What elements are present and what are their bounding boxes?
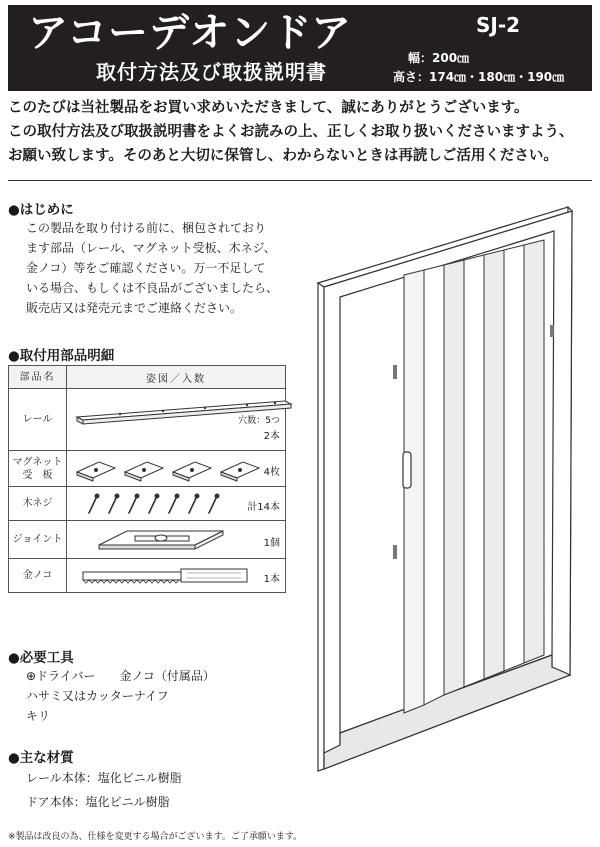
table-row — [9, 389, 286, 451]
table-row — [9, 559, 286, 593]
hacksaw-illustration — [81, 565, 251, 587]
rail-hole-count: 穴数：5つ — [238, 416, 280, 426]
list-item: ⊕ドライバー 金ノコ（付属品） — [26, 669, 215, 683]
table-header-row — [9, 366, 286, 389]
body-line: ます部品（レール、マグネット受板、木ネジ、 — [26, 241, 276, 255]
page-subtitle: 取付方法及び取扱説明書 — [96, 60, 327, 84]
height-spec: 高さ：174㎝・180㎝・190㎝ — [393, 70, 565, 84]
list-item: ハサミ又はカッターナイフ — [26, 689, 169, 703]
divider — [8, 180, 592, 181]
width-spec: 幅：200㎝ — [408, 51, 470, 65]
section-heading-intro: ●はじめに — [8, 202, 74, 218]
magnet-plate-illustration — [75, 456, 265, 482]
section-heading-parts: ●取付用部品明細 — [8, 348, 115, 364]
list-item: ドア本体：塩化ビニル樹脂 — [26, 795, 170, 809]
list-item: レール本体：塩化ビニル樹脂 — [26, 771, 182, 785]
section-heading-materials: ●主な材質 — [8, 750, 74, 766]
part-name: 金ノコ — [9, 559, 67, 593]
parts-table — [8, 365, 286, 593]
part-qty: 2本 — [263, 431, 280, 442]
intro-body — [26, 218, 306, 318]
table-row — [9, 521, 286, 559]
accordion-door-illustration — [314, 205, 594, 775]
page-title: アコーデオンドア — [28, 10, 352, 56]
body-line: 金ノコ）等をご確認ください。万一不足して — [26, 261, 266, 275]
part-name: ジョイント — [9, 521, 67, 559]
materials-list — [26, 766, 182, 814]
part-qty: 1個 — [263, 538, 280, 549]
part-qty: 計14本 — [247, 502, 280, 513]
part-name: 木ネジ — [9, 487, 67, 521]
joint-illustration — [97, 527, 227, 553]
wood-screw-illustration — [85, 491, 235, 517]
part-qty: 4枚 — [263, 467, 280, 478]
model-number: SJ-2 — [476, 13, 521, 37]
intro-line: この取付方法及び取扱説明書をよくお読みの上、正しくお取り扱いくださいますよう、 — [8, 124, 574, 140]
table-row — [9, 487, 286, 521]
body-line: 販売店又は発売元までご連絡ください。 — [26, 301, 243, 315]
table-row — [9, 451, 286, 487]
part-name: マグネット受 板 — [9, 451, 67, 487]
body-line: いる場合、もしくは不良品がございましたら、 — [26, 281, 279, 295]
intro-paragraph — [8, 96, 598, 168]
section-heading-tools: ●必要工具 — [8, 650, 74, 666]
part-qty: 1本 — [263, 574, 280, 585]
body-line: この製品を取り付ける前に、梱包されており — [26, 221, 267, 235]
intro-line: このたびは当社製品をお買い求めいただきまして、誠にありがとうございます。 — [8, 100, 529, 116]
tools-list — [26, 666, 215, 726]
part-name: レール — [9, 389, 67, 451]
header-banner — [8, 5, 592, 91]
header-figure-qty: 姿図／入数 — [67, 366, 286, 389]
list-item: キリ — [26, 709, 51, 723]
header-part-name: 部品名 — [9, 366, 67, 389]
footer-note: ※製品は改良の為、仕様を変更する場合がございます。ご了承願います。 — [8, 832, 303, 842]
intro-line: お願い致します。そのあと大切に保管し、わからないときは再読しご活用ください。 — [8, 148, 558, 164]
